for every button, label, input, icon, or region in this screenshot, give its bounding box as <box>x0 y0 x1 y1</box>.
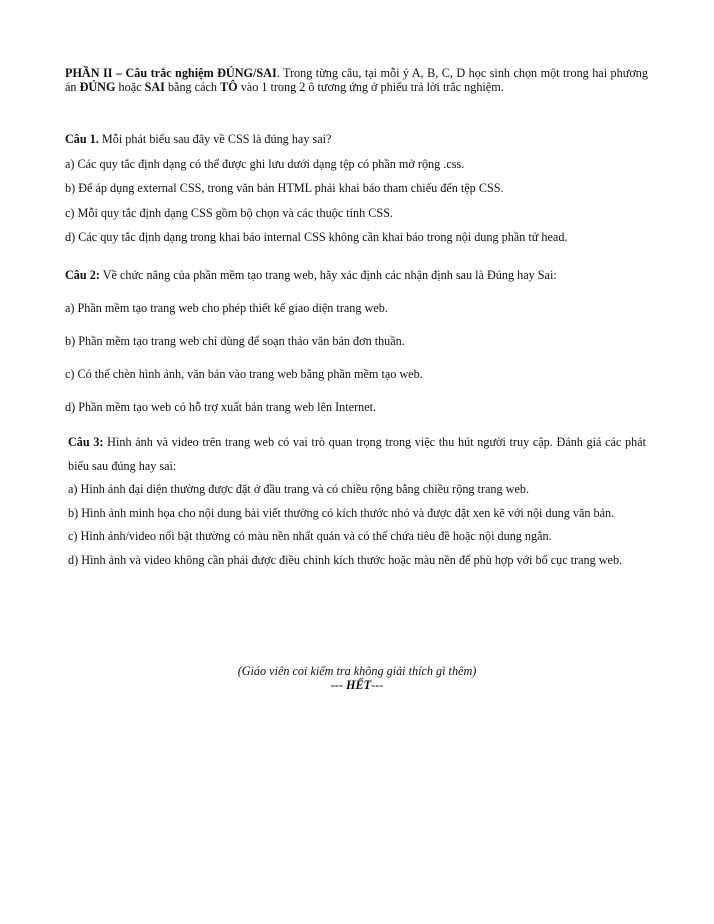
question-stem <box>68 431 646 478</box>
option-d: d) Hình ảnh và video không cần phải được điều chỉnh kích thước hoặc màu nền để phù hợp với bố cục trang web. <box>68 552 623 567</box>
instruction-bold-dung: ĐÚNG <box>79 79 116 94</box>
end-marker <box>0 678 714 692</box>
exam-footer <box>0 664 714 692</box>
option-c: c) Hình ảnh/video nổi bật thường có màu nền nhất quán và có thể chứa tiêu đề hoặc nội dung ngắn. <box>68 529 552 543</box>
option-b: b) Để áp dụng external CSS, trong văn bản HTML phải khai báo tham chiếu đến tệp CSS. <box>65 181 504 195</box>
question-1 <box>65 131 648 254</box>
question-prompt: Mỗi phát biểu sau đây về CSS là đúng hay sai? <box>98 132 332 146</box>
instruction-bold-sai: SAI <box>144 79 165 94</box>
question-stem <box>65 131 648 156</box>
question-label: Câu 2: <box>65 268 100 282</box>
end-word: HẾT <box>345 678 372 692</box>
instruction-text: bằng cách <box>164 79 221 94</box>
option-c: c) Có thể chèn hình ảnh, văn bản vào trang web bằng phần mềm tạo web. <box>65 367 423 381</box>
proctor-note: (Giáo viên coi kiểm tra không giải thích gì thêm) <box>237 664 477 678</box>
end-marker-prefix: --- <box>330 678 346 692</box>
question-label: Câu 3: <box>68 435 104 449</box>
question-3 <box>68 431 646 572</box>
section-instructions <box>65 67 648 94</box>
instruction-text: . Trong từng câu, tại mỗi ý A, B, C, D học sinh chọn một trong hai phương án <box>65 66 648 94</box>
instruction-text: hoặc <box>115 79 145 94</box>
option-a: a) Phần mềm tạo trang web cho phép thiết kế giao diện trang web. <box>65 301 388 315</box>
instruction-text: vào 1 trong 2 ô tương ứng ở phiếu trả lời trắc nghiệm. <box>237 79 504 94</box>
option-d: d) Các quy tắc định dạng trong khai báo internal CSS không cần khai báo trong nội dung phần tử head. <box>65 230 568 244</box>
instruction-bold-to: TÔ <box>220 79 238 94</box>
option-c: c) Mỗi quy tắc định dạng CSS gồm bộ chọn và các thuộc tính CSS. <box>65 205 394 220</box>
option-b: b) Phần mềm tạo trang web chỉ dùng để soạn thảo văn bản đơn thuần. <box>65 334 405 348</box>
question-stem <box>65 267 648 300</box>
question-prompt: Hình ảnh và video trên trang web có vai trò quan trọng trong việc thu hút người truy cập. Đánh giá các phát biểu sau đúng hay sai: <box>68 435 646 473</box>
question-prompt: Về chức năng của phần mềm tạo trang web, hãy xác định các nhận định sau là Đúng hay Sai: <box>99 268 557 282</box>
end-marker-suffix: --- <box>371 678 384 692</box>
option-a: a) Các quy tắc định dạng có thể được ghi lưu dưới dạng tệp có phần mở rộng .css. <box>65 156 465 171</box>
option-b: b) Hình ảnh minh họa cho nội dung bài viết thường có kích thước nhỏ và được đặt xen kẽ với nội dung văn bản. <box>68 505 615 520</box>
section-heading: PHẦN II – Câu trắc nghiệm ĐÚNG/SAI <box>65 66 277 80</box>
question-2 <box>65 267 648 432</box>
question-label: Câu 1. <box>65 132 99 146</box>
option-d: d) Phần mềm tạo web có hỗ trợ xuất bản trang web lên Internet. <box>65 400 377 414</box>
option-a: a) Hình ảnh đại diện thường được đặt ở đầu trang và có chiều rộng bằng chiều rộng trang web. <box>68 482 530 496</box>
